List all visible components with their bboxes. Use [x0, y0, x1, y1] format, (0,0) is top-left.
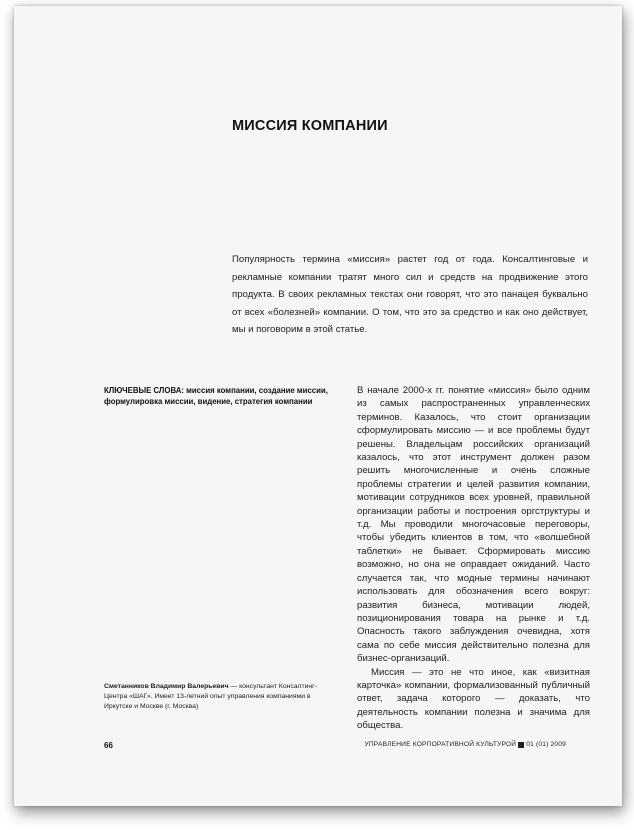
journal-name: УПРАВЛЕНИЕ КОРПОРАТИВНОЙ КУЛЬТУРОЙ — [364, 741, 517, 748]
keywords-label: КЛЮЧЕВЫЕ СЛОВА: — [104, 386, 184, 395]
running-footer — [364, 741, 566, 748]
separator-square-icon — [518, 742, 524, 748]
keywords-block — [104, 386, 329, 407]
article-title: МИССИЯ КОМПАНИИ — [232, 118, 388, 134]
author-note — [104, 682, 334, 712]
page-number: 66 — [104, 741, 113, 750]
keywords-text: миссия компании, создание миссии, формулировка миссии, видение, стратегия компании — [104, 386, 328, 406]
body-paragraph: Миссия — это не что иное, как «визитная карточка» компании, формализованный публичный ответ, задача которого — доказать, что деятельность компании полезна и значима для общества. — [357, 666, 590, 732]
article-lead: Популярность термина «миссия» растет год от года. Консалтинговые и рекламные компании тратят много сил и средств на продвижение этого продукта. В своих рекламных текстах они говорят, что это панацея буквально от всех «болезней» компании. О том, что это за средство и как оно действует, мы и поговорим в этой статье. — [232, 254, 588, 335]
issue-number: 01 (01) 2009 — [526, 741, 566, 748]
article-body — [357, 384, 590, 733]
page-sheet — [14, 6, 622, 806]
author-bio: — консультант Консалтинг-Центра «ШАГ». Имеет 13-летний опыт управления компаниями в Иркутске и Москве (г. Москва) — [104, 683, 317, 710]
author-name: Сметанников Владимир Валерьевич — [104, 683, 229, 690]
body-paragraph: В начале 2000-х гг. понятие «миссия» было одним из самых распространенных управленческих терминов. Казалось, что стоит организации сформулировать миссию — и все проблемы будут решены. Владельцам российских организаций казалось, что этот инструмент должен разом решить многочисленные и очень сложные проблемы стратегии и целей развития компании, мотивации сотрудников всех уровней, правильной организации работы и построения оргструктуры и т.д. Мы проводили многочасовые переговоры, чтобы убедить клиентов в том, что «волшебной таблетки» не бывает. Сформировать миссию возможно, но она не оправдает ожиданий. Часто случается так, что модные термины начинают использовать для обозначения всего вокруг: развития бизнеса, мотивации людей, позиционирования товара на рынке и т.д. Опасность такого заблуждения очевидна, хотя сама по себе миссия действительно полезна для бизнес-организаций. — [357, 385, 590, 665]
